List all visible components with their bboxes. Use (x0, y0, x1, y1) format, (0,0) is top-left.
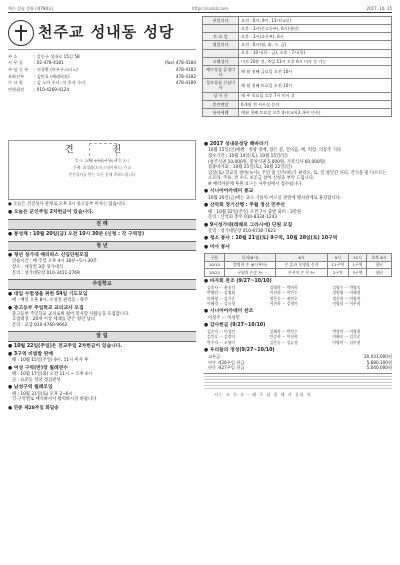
schedule-key: 유아세례 (203, 108, 239, 116)
contact-phone (141, 54, 196, 59)
item-title: ● 우리들의 정성(9/27~10/10) (204, 347, 275, 353)
schedule-value: 오후 : 3시(초등부), 6시 (239, 33, 392, 41)
mass-header-cell: 독서(6시) (224, 253, 276, 261)
item-title-text: 청소 봉사 : 10월 21일(토) 9구역, 10월 28일(토) 10구역 (209, 236, 338, 242)
list-item: 정은숙 ··· 권민호 (269, 295, 298, 301)
mass-cell: 3구역 (348, 269, 366, 277)
schedule-row (203, 100, 392, 108)
item-title-text: 대입 수험생을 위한 54일 기도모임 (13, 291, 88, 297)
mass-service-table (204, 253, 392, 277)
offering-amount: 5,040,000원 (366, 365, 392, 370)
item-title: ● 청소 봉사 : 10월 21일(토) 9구역, 10월 28일(토) 10구역 (204, 236, 338, 242)
table-row (205, 269, 392, 277)
contact-row (8, 86, 196, 93)
contact-row (8, 60, 196, 67)
music-score (204, 373, 392, 398)
list-item: 김은숙 ··· 김유경 (269, 339, 298, 345)
item-title-text: 시니어아카데미 종교 (209, 189, 254, 195)
item-title-text: 우리들의 정성(9/27~10/10) (209, 347, 275, 353)
schedule-value: 매월 첫째 토요일 오후 4시(교육2, 9시 미사) (239, 108, 392, 116)
schedule-value: 매 월 첫째 토요일 오전 10시 (239, 79, 392, 92)
list-item: 김순자 ··· 이성민 (207, 328, 236, 334)
contact-row (8, 66, 196, 73)
contact-list (8, 53, 196, 93)
mass-header-cell: 11시 (348, 253, 366, 261)
contact-value: : 김민호 (베네딕토) (34, 73, 70, 79)
poster-illustration-icon (89, 143, 117, 161)
item-line: 접수기간 : 10월 14일(토), 10월 15일(일) (208, 154, 288, 159)
contact-phone: (fax) 478-4184 (164, 60, 196, 66)
contact-row (8, 53, 196, 60)
item-title-text: 산악회 정기산행 : 주월 정신 민주산 (209, 203, 286, 209)
schedule-row (203, 57, 392, 65)
schedule-value: 6개월 전 사무실 문의 (239, 100, 392, 108)
poster-line: 일시: 10월 15일(주일) 오후 3시 (74, 157, 130, 163)
item-line: 중고등부 주일학교 교사로써 젊어 봉사할 사람들을 모집합니다. (12, 311, 130, 317)
contact-value: : 김 노아 수녀, 이 후자 수녀 (34, 80, 86, 86)
contact-row (8, 73, 196, 80)
item-title: ● 시니어아카데미 종교 (204, 189, 254, 195)
contact-value: : 010-4269-4124 (34, 86, 70, 92)
mass-cell: 정명희 손 (6시부터) (224, 261, 276, 269)
poster-title: 견 진 (64, 145, 140, 156)
contact-phone: 478-4182 (175, 73, 196, 79)
item-title: ● 9시성가대(레떼르 그라시에) 단원 모집 (204, 222, 293, 228)
item-title-text: 바자회 찬조 (9/27~10/10) (209, 278, 272, 284)
notice: ● 오늘은 견진성사 관계로 오후 3시 중고등부 미사는 없습니다. (8, 202, 127, 208)
list-item: 김종사 ··· 윤종석 (207, 284, 236, 290)
item-title-text: 청년 성가대 베리따스 신입단원모집 (13, 253, 89, 259)
schedule-key: 예수성심 공경미사 (203, 65, 239, 78)
section-header: 주일학교 (8, 279, 196, 290)
psalm-title: ● 연중 제28주일 화답송 (8, 405, 59, 411)
item-title-text: 중고등부 주일학교 교리교사 모집 (13, 305, 84, 311)
list-item: 박주자 ··· 오영미 (207, 339, 236, 345)
schedule-key: 주일미사 (203, 17, 239, 25)
item-line: 매 : 매일 오후 8시, 소성전 관리동 : 목주 (12, 297, 89, 303)
site-url[interactable]: https://sndsd.com (192, 6, 228, 11)
schedule-key: 고해성사 (203, 57, 239, 65)
schedule-row (203, 25, 392, 33)
list-item: 정순희 ··· 이영아 (332, 295, 361, 301)
list-item: 이영희 ··· 이은희 (332, 301, 361, 307)
offering-row (208, 365, 392, 370)
mass-cell: 11구역 (327, 261, 348, 269)
table-row (205, 261, 392, 269)
section-header: 전 례 (8, 219, 196, 230)
item-line: 문의 : 성가대단장 010-3411-2769 (12, 270, 80, 276)
item-title: ● 청년 성가대 베리따스 신입단원모집 (8, 253, 89, 259)
schedule-value: 오전 : 6시(월, 화, 수, 금) (239, 41, 392, 49)
item-line: 곳 : 표준동 성당 청심관성 (12, 377, 61, 383)
poster-line: 주례: 최창화(토마스데아퀴노) 주교 (72, 164, 131, 170)
list-item: 이영미 ··· 김미정 (332, 339, 361, 345)
item-title: ● 중고등부 주일학교 교리교사 모집 (8, 305, 84, 311)
schedule-key: 성모성심 신심미사 (203, 79, 239, 92)
schedule-row (203, 92, 392, 100)
mass-cell: 청년 (366, 261, 391, 269)
offering-label: 연중 제27주일 헌금 (208, 365, 245, 370)
item-title-text: 미사 봉사 (209, 244, 231, 250)
schedule-row (203, 79, 392, 92)
item-title: ● 시니어아카데미 찬조 (204, 309, 254, 315)
confirmation-poster (8, 140, 196, 200)
mass-cell: 2구역 (327, 269, 348, 277)
schedule-key: 토 요 일 (203, 33, 239, 41)
contact-value: : 서경환 (아우구스티노) (34, 67, 78, 73)
contact-key: 사 무 실 (8, 60, 23, 66)
psalm-title-text: 연중 제28주일 화답송 (13, 405, 59, 411)
list-item: 이선희 ··· 박인수 (269, 290, 298, 296)
list-item: 이혜경 ··· 김유경 (207, 301, 236, 307)
list-item: 박영란 ··· 김영회 (207, 290, 236, 296)
contact-key: 보좌신부 (8, 73, 25, 79)
item-line: 각 구역별로 배석하셔서 활력하시길 바랍니다 (12, 397, 97, 403)
header (8, 16, 392, 136)
offering-amount: 5,680,100원 (366, 359, 392, 365)
item-title: ● 바자회 찬조 (9/27~10/10) (204, 278, 272, 284)
notice-text: 오늘은 군인주일 2차헌금이 있습니다. (13, 209, 94, 215)
list-item: 이혜숙 ··· 김기준 (332, 334, 361, 340)
item-title-text: 3구역 비빔밥 판매 (13, 352, 53, 358)
list-item: 김해자 ··· 박인수 (269, 328, 298, 334)
schedule-row (203, 108, 392, 116)
top-line (8, 6, 392, 13)
mass-cell: 10/15 (205, 261, 225, 269)
left-column (8, 140, 196, 412)
contact-phone (141, 87, 196, 92)
schedule-row (203, 41, 392, 49)
issue-date: 2017. 10. 15 (366, 6, 392, 11)
list-item: 이세영 ··· 김기준 (207, 295, 236, 301)
item-title-text: 9시성가대(레떼르 그라시에) 단원 모집 (209, 222, 293, 228)
item-line: 접종바자회 : 10월 21일(토), 10월 22일(일) (208, 165, 292, 171)
section-header: 청 년 (8, 241, 196, 252)
item-line: 모집대상 : 20세 이상 세례를 받은 청년 남녀 (12, 317, 95, 323)
mass-cell: 손서이 손 목 Fr. (276, 269, 327, 277)
item-title: ● 감사헌금 (9/27~10/10) (204, 323, 266, 329)
schedule-row (203, 49, 392, 57)
issue-label: 예수 성심 성월 (제784호) (8, 6, 54, 11)
mass-cell: 1구역 (348, 261, 366, 269)
donor-grid (204, 329, 392, 346)
item-title-text: 2017 성내동성당 해바라기 (209, 142, 269, 148)
item-line: 10월 20일(금)에는 교구 가톨릭 어르신 관련에 행사관계로 휴강합니다. (208, 195, 342, 201)
item-line: 장소 : 새성전 3층 성가대석 (12, 265, 64, 271)
item-title-text: 남성구역 월례모임 (13, 385, 53, 391)
item-line: 10월 15일(일)배렌 : 영광 경배, 향은 꽃, 간이음, 배, 떡장, 의롱주 기타 (208, 148, 342, 154)
section-header: 알 림 (8, 331, 196, 342)
list-item: 정원영 ··· 이혜경 (332, 290, 361, 296)
list-item: 김민호 ··· 김정미 (207, 334, 236, 340)
psalm-lyric: 저는 모 든 오 - 래 주 님 집 에 서 살리 리 (214, 392, 312, 398)
schedule-row (203, 33, 392, 41)
offering-amount: 20,031,000원 (363, 354, 392, 360)
parish-info (8, 16, 196, 136)
mass-cell: 손 훈과 오병철 신자 (276, 261, 327, 269)
item-title-text: 감사헌금 (9/27~10/10) (209, 323, 266, 329)
mass-cell: 청년 (366, 269, 391, 277)
contact-phone: 478-4183 (175, 67, 196, 73)
list-item: 김영수 ··· 박영숙 (332, 284, 361, 290)
item-title: ● 대입 수험생을 위한 54일 기도모임 (8, 291, 88, 297)
donor-grid (204, 285, 392, 307)
list-item: 이진희 ··· 김정미 (269, 301, 298, 307)
item-title: ● 미사 봉사 (204, 244, 231, 250)
contact-phone: 478-4189 (175, 80, 196, 86)
item-title: ● 산악회 정기산행 : 주월 정신 민주산 (204, 203, 286, 209)
item-line: 연습시간 : 매 주일 오후 4시 30분~5시 30분 (12, 259, 97, 265)
notice: ● 오늘은 군인주일 2차헌금이 있습니다. (8, 209, 94, 215)
schedule-table (202, 16, 392, 117)
item-line: 이성주 ··· 이성민 (208, 315, 240, 321)
schedule-row (203, 17, 392, 25)
contact-key: 주 임 신 부 (8, 67, 29, 73)
list-item: 박정미 ··· 이영희 (332, 328, 361, 334)
schedule-key (203, 25, 239, 33)
schedule-key: 평일미사 (203, 41, 239, 49)
list-item: 김명희 ··· 박연희 (269, 284, 298, 290)
item-title: ● 2017 성내동성당 해바라기 (204, 142, 269, 148)
mass-cell: 구원의 손준 Fr. (224, 269, 276, 277)
item-title-text: 시니어아카데미 찬조 (209, 309, 254, 315)
mass-header-cell: 구분 (205, 253, 225, 261)
right-column (204, 140, 392, 412)
notice-text: 오늘은 견진성사 관계로 오후 3시 중고등부 미사는 없습니다. (13, 202, 127, 208)
contact-key: 수 녀 원 (8, 80, 23, 86)
item-title: ● 3구역 비빔밥 판매 (8, 352, 53, 358)
schedule-value: 매 주 목요일 오후 7시 미사 후 (239, 92, 392, 100)
schedule-value: 오후 : 10시(목 · 금), 오후 : 7시(목) (239, 49, 392, 57)
item-line: 문의 : 교감 010-4760-9662 (12, 322, 68, 328)
schedule-key: 혼인면담 (203, 100, 239, 108)
mass-header-row (205, 253, 392, 261)
offering-list (204, 354, 392, 370)
schedule-value: 미사 20분 전, 주일 11시 오후 6시 미사 중 가능 (239, 57, 392, 65)
item-line: 때 : 10월 15일(주일) 9시, 11시 미사 후 (12, 358, 89, 364)
poster-line: 견진성사를 받는 모든 분께 축하드립니다 (68, 171, 136, 177)
mass-header-cell: 오후 6시 (366, 253, 391, 261)
notice: ● 봉성체 : 10월 20일(금) 오전 10시 30분 (신청 : 각 구역장) (8, 231, 145, 237)
cross-logo-icon (8, 20, 34, 46)
schedule-value: 오전 : 6시, 9시, 11시(교중) (239, 17, 392, 25)
item-title: ● 여성 구역(반)장 월례연수 (8, 366, 68, 372)
body-columns (8, 140, 392, 412)
schedule-key (203, 49, 239, 57)
schedule-value: 매 월 첫째 금요일 오전 10시 (239, 65, 392, 78)
item-title-text: 10월 22일(주일)은 전교주일 2차헌금이 있습니다. (13, 343, 123, 349)
item-line: 때 : 10월 21일(토) 오후 2~6시 (12, 391, 73, 397)
contact-value: : 강동구 성내로 15길 58 (34, 53, 80, 59)
item-title-text: 여성 구역(반)장 월례연수 (13, 366, 68, 372)
item-line: 때 : 10월 17일(화) 오전 11시 ~ 오후 4시 (12, 372, 92, 378)
item-line: (청주식권 10,000원, 중앙식권 5,000원, 가족식사 60,000원) (208, 159, 326, 165)
offering-label: 교무금 (208, 354, 221, 360)
mass-cell: 10/22 (205, 269, 225, 277)
logo-row (8, 16, 196, 50)
item-line: 문의 : 산악회 총무 010-8334-1243 (208, 215, 278, 221)
parish-name: 천주교 성내동 성당 (38, 22, 175, 41)
item-title: ● 남성구역 월례모임 (8, 385, 53, 391)
item-line: 문의 : 성가대단장 010-6730-7623 (208, 228, 276, 234)
schedule-row (203, 65, 392, 78)
contact-key: 주 소 (8, 53, 18, 59)
contact-value: : 02-478-4181 (34, 60, 64, 66)
schedule-value: 오후 : 3시(중고등부), 6시(청년) (239, 25, 392, 33)
item-title: ● 10월 22일(주일)은 전교주일 2차헌금이 있습니다. (8, 343, 123, 349)
contact-key: 연령회장 (8, 86, 25, 92)
mass-header-cell: 9시 (327, 253, 348, 261)
schedule-key: 성 시 간 (203, 92, 239, 100)
item-line: 김장(토) 학교의 창비(녹사), 주연 및 인주(하)가 필리오, 토, 일 양일간 커피, 간식을 및 다르르는 소모라. 주류, 빈 수도 보조금 참여 신청을 부탁 드립니다. (208, 170, 387, 182)
list-item: 안승희 ··· 이선희 (269, 334, 298, 340)
schedule-panel (202, 16, 392, 136)
notice-text: 봉성체 : 10월 20일(금) 오전 10시 30분 (신청 : 각 구역장) (13, 231, 145, 237)
item-line: 때 : 10월 22일(주일) 오전 7시 출발 회비 : 3만원 (208, 209, 302, 215)
offering-label: 연중 제26주일 헌금 (208, 359, 245, 365)
contact-row (8, 80, 196, 87)
item-line: ※ 예약자분께 후원 표구는 사무실에서 접수됩니다. (208, 181, 303, 187)
mass-header-cell: 6시 (276, 253, 327, 261)
